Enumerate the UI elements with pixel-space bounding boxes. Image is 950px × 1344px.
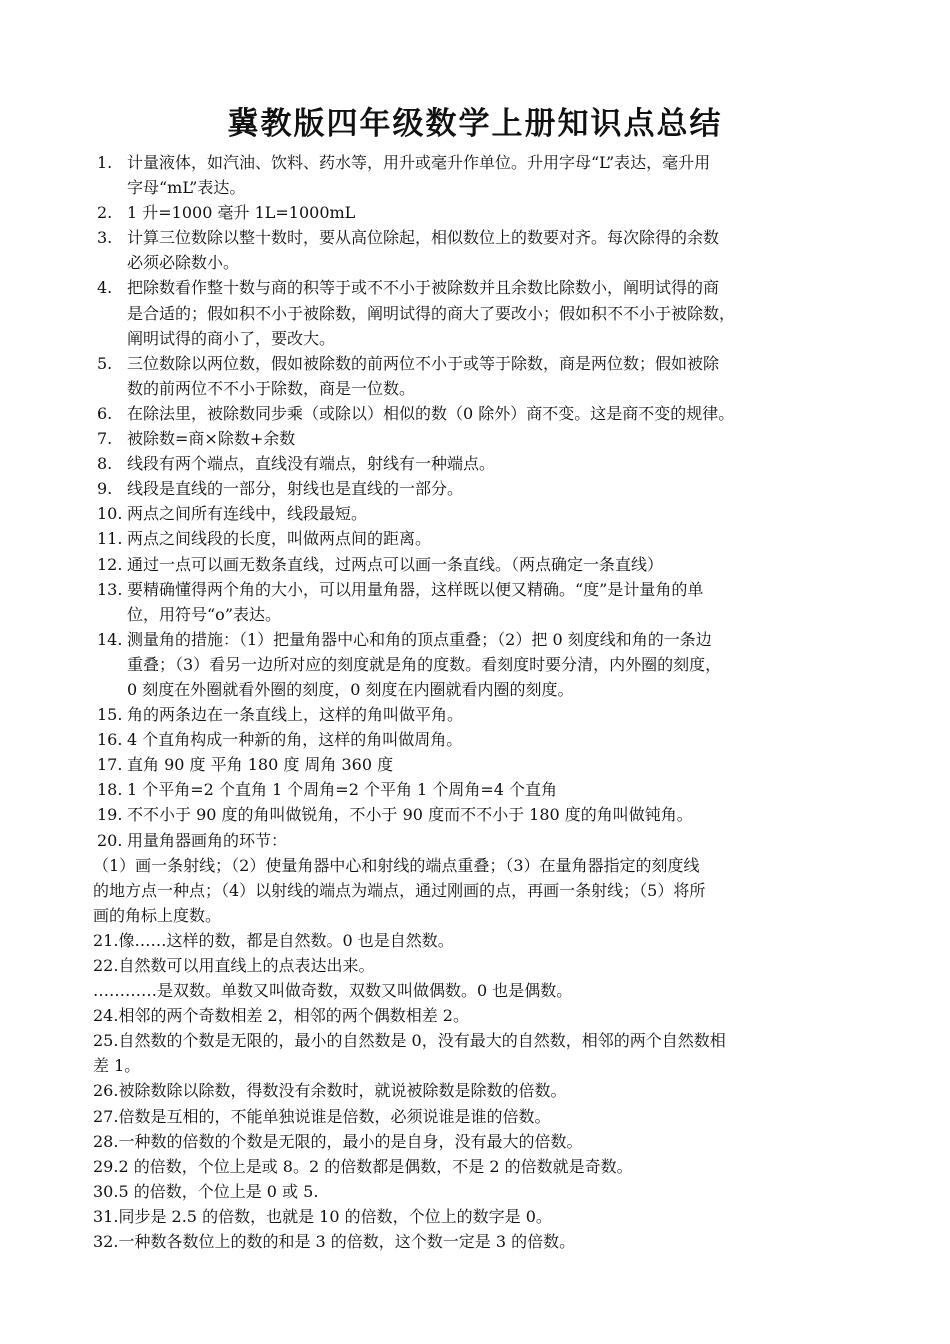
list-item [97,175,867,200]
item-number: 27. [93,1106,119,1126]
list-item [97,727,867,752]
list-item [97,250,867,275]
item-number: 32. [93,1232,119,1252]
list-item [93,1078,867,1103]
item-text: 2 的倍数，个位上是或 8。2 的倍数都是偶数，不是 2 的倍数就是奇数。 [118,1156,633,1176]
item-number: 17. [97,755,123,775]
item-text: 倍数是互相的，不能单独说谁是倍数，必须说谁是谁的倍数。 [118,1106,551,1126]
list-item [93,1003,867,1028]
item-text: 用量角器画角的环节： [127,830,288,850]
item-number: 6. [97,403,113,423]
list-item [97,501,867,526]
item-number: 29. [93,1156,119,1176]
list-item [97,476,867,501]
item-number: 4. [97,278,113,298]
item-number: 12. [97,554,123,574]
item-text: 三位数除以两位数，假如被除数的前两位不小于或等于除数，商是两位数；假如被除 [127,353,720,373]
list-item [93,978,867,1003]
list-item [93,1229,867,1254]
list-item [97,627,867,652]
list-item [97,577,867,602]
list-item-detail: 的地方点一种点；（4）以射线的端点为端点，通过刚画的点，再画一条射线；（5）将所 [93,880,706,900]
list-item [97,828,867,853]
item-text: 5 的倍数，个位上是 0 或 5. [118,1181,319,1201]
item-number: 25. [93,1031,119,1051]
list-item [93,1129,867,1154]
item-number: 5. [97,353,113,373]
list-item [97,351,867,376]
list-item [97,225,867,250]
item-text: 差 1。 [93,1056,141,1076]
list-item [97,702,867,727]
item-text: 通过一点可以画无数条直线，过两点可以画一条直线。（两点确定一条直线） [127,554,664,574]
item-text: 要精确懂得两个角的大小，可以用量角器，这样既以便又精确。“度”是计量角的单 [127,579,704,599]
list-item [97,451,867,476]
list-item [93,1053,867,1078]
item-text: 计算三位数除以整十数时，要从高位除起，相似数位上的数要对齐。每次除得的余数 [127,228,720,248]
item-number: 2. [97,203,113,223]
item-text: 重叠；（3）看另一边所对应的刻度就是角的度数。看刻度时要分清，内外圈的刻度， [127,654,722,674]
item-number: 11. [97,529,123,549]
item-text: 计量液体，如汽油、饮料、药水等，用升或毫升作单位。升用字母“L”表达，毫升用 [127,153,711,172]
item-text: 角的两条边在一条直线上，这样的角叫做平角。 [127,705,464,725]
list-item [97,677,867,702]
item-number: 3. [97,228,113,248]
item-text: 把除数看作整十数与商的积等于或不不小于被除数并且余数比除数小，阐明试得的商 [127,278,720,298]
item-text: 两点之间线段的长度，叫做两点间的距离。 [127,529,432,549]
item-text: 被除数除以除数，得数没有余数时，就说被除数是除数的倍数。 [118,1081,567,1101]
list-item [97,777,867,802]
item-text: 4 个直角构成一种新的角，这样的角叫做周角。 [127,730,463,750]
item-text: 两点之间所有连线中，线段最短。 [127,504,368,524]
knowledge-list [93,150,867,1254]
item-text: 一种数各数位上的数的和是 3 的倍数，这个数一定是 3 的倍数。 [118,1232,576,1252]
item-number: 15. [97,705,123,725]
list-item [97,301,867,326]
item-text: 像……这样的数，都是自然数。0 也是自然数。 [118,930,454,950]
item-number: 9. [97,479,113,499]
list-item [93,1154,867,1179]
item-text: …………是双数。单数又叫做奇数，双数又叫做偶数。0 也是偶数。 [93,981,573,1001]
item-text: 被除数=商×除数+余数 [127,429,296,449]
item-number: 30. [93,1181,119,1201]
item-text: 必须必除数小。 [127,253,240,273]
item-number: 10. [97,504,123,524]
item-text: 数的前两位不不小于除数，商是一位数。 [127,378,416,398]
item-text: 相邻的两个奇数相差 2，相邻的两个偶数相差 2。 [118,1006,469,1026]
list-item-detail: （1）画一条射线；（2）使量角器中心和射线的端点重叠；（3）在量角器指定的刻度线 [93,855,700,875]
list-item [97,802,867,827]
item-text: 1 个平角=2 个直角 1 个周角=2 个平角 1 个周角=4 个直角 [127,780,557,800]
list-item [97,652,867,677]
item-number: 26. [93,1081,119,1101]
item-text: 自然数的个数是无限的，最小的自然数是 0，没有最大的自然数，相邻的两个自然数相 [118,1031,726,1051]
list-item [97,401,867,426]
list-item [97,602,867,627]
item-text: 0 刻度在外圈就看外圈的刻度，0 刻度在内圈就看内圈的刻度。 [127,679,574,699]
list-item [97,275,867,300]
item-number: 1. [97,153,113,172]
list-item [93,953,867,978]
item-text: 字母“mL”表达。 [127,178,246,198]
list-item [97,200,867,225]
item-text: 位，用符号“o”表达。 [127,604,281,624]
item-number: 19. [97,805,123,825]
list-item [93,928,867,953]
item-text: 自然数可以用直线上的点表达出来。 [118,956,375,975]
item-number: 28. [93,1131,119,1151]
page-title: 冀教版四年级数学上册知识点总结 [227,106,723,142]
item-number: 24. [93,1006,119,1026]
item-text: 是合适的；假如积不小于被除数，阐明试得的商大了要改小；假如积不不小于被除数， [127,303,736,323]
item-number: 14. [97,629,123,649]
item-text: 阐明试得的商小了，要改大。 [127,328,336,348]
item-number: 21. [93,930,119,950]
list-item [93,1179,867,1204]
item-text: 直角 90 度 平角 180 度 周角 360 度 [127,755,394,775]
list-item [93,1204,867,1229]
item-text: 一种数的倍数的个数是无限的，最小的是自身，没有最大的倍数。 [118,1131,583,1151]
item-number: 13. [97,579,123,599]
item-number: 31. [93,1206,119,1226]
item-text: 1 升=1000 毫升 1L=1000mL [127,203,356,223]
item-text: 测量角的措施：（1）把量角器中心和角的顶点重叠；（2）把 0 刻度线和角的一条边 [127,629,712,649]
list-item [97,526,867,551]
item-number: 22. [93,956,119,975]
list-item [93,1028,867,1053]
item-text: 不不小于 90 度的角叫做锐角，不小于 90 度而不不小于 180 度的角叫做钝角。 [127,805,693,825]
item-number: 8. [97,454,113,474]
item-text: 同步是 2.5 的倍数，也就是 10 的倍数，个位上的数字是 0。 [118,1206,552,1226]
list-item-detail: 画的角标上度数。 [93,905,222,925]
item-text: 线段有两个端点，直线没有端点，射线有一种端点。 [127,454,496,474]
item-text: 线段是直线的一部分，射线也是直线的一部分。 [127,479,464,499]
list-item [97,326,867,351]
list-item [97,376,867,401]
item-number: 7. [97,429,113,449]
list-item [97,752,867,777]
item-number: 16. [97,730,123,750]
item-number: 18. [97,780,123,800]
list-item [97,150,867,175]
list-item [97,552,867,577]
list-item [93,1104,867,1129]
item-text: 在除法里，被除数同步乘（或除以）相似的数（0 除外）商不变。这是商不变的规律。 [127,403,735,423]
item-number: 20. [97,830,123,850]
list-item [97,426,867,451]
